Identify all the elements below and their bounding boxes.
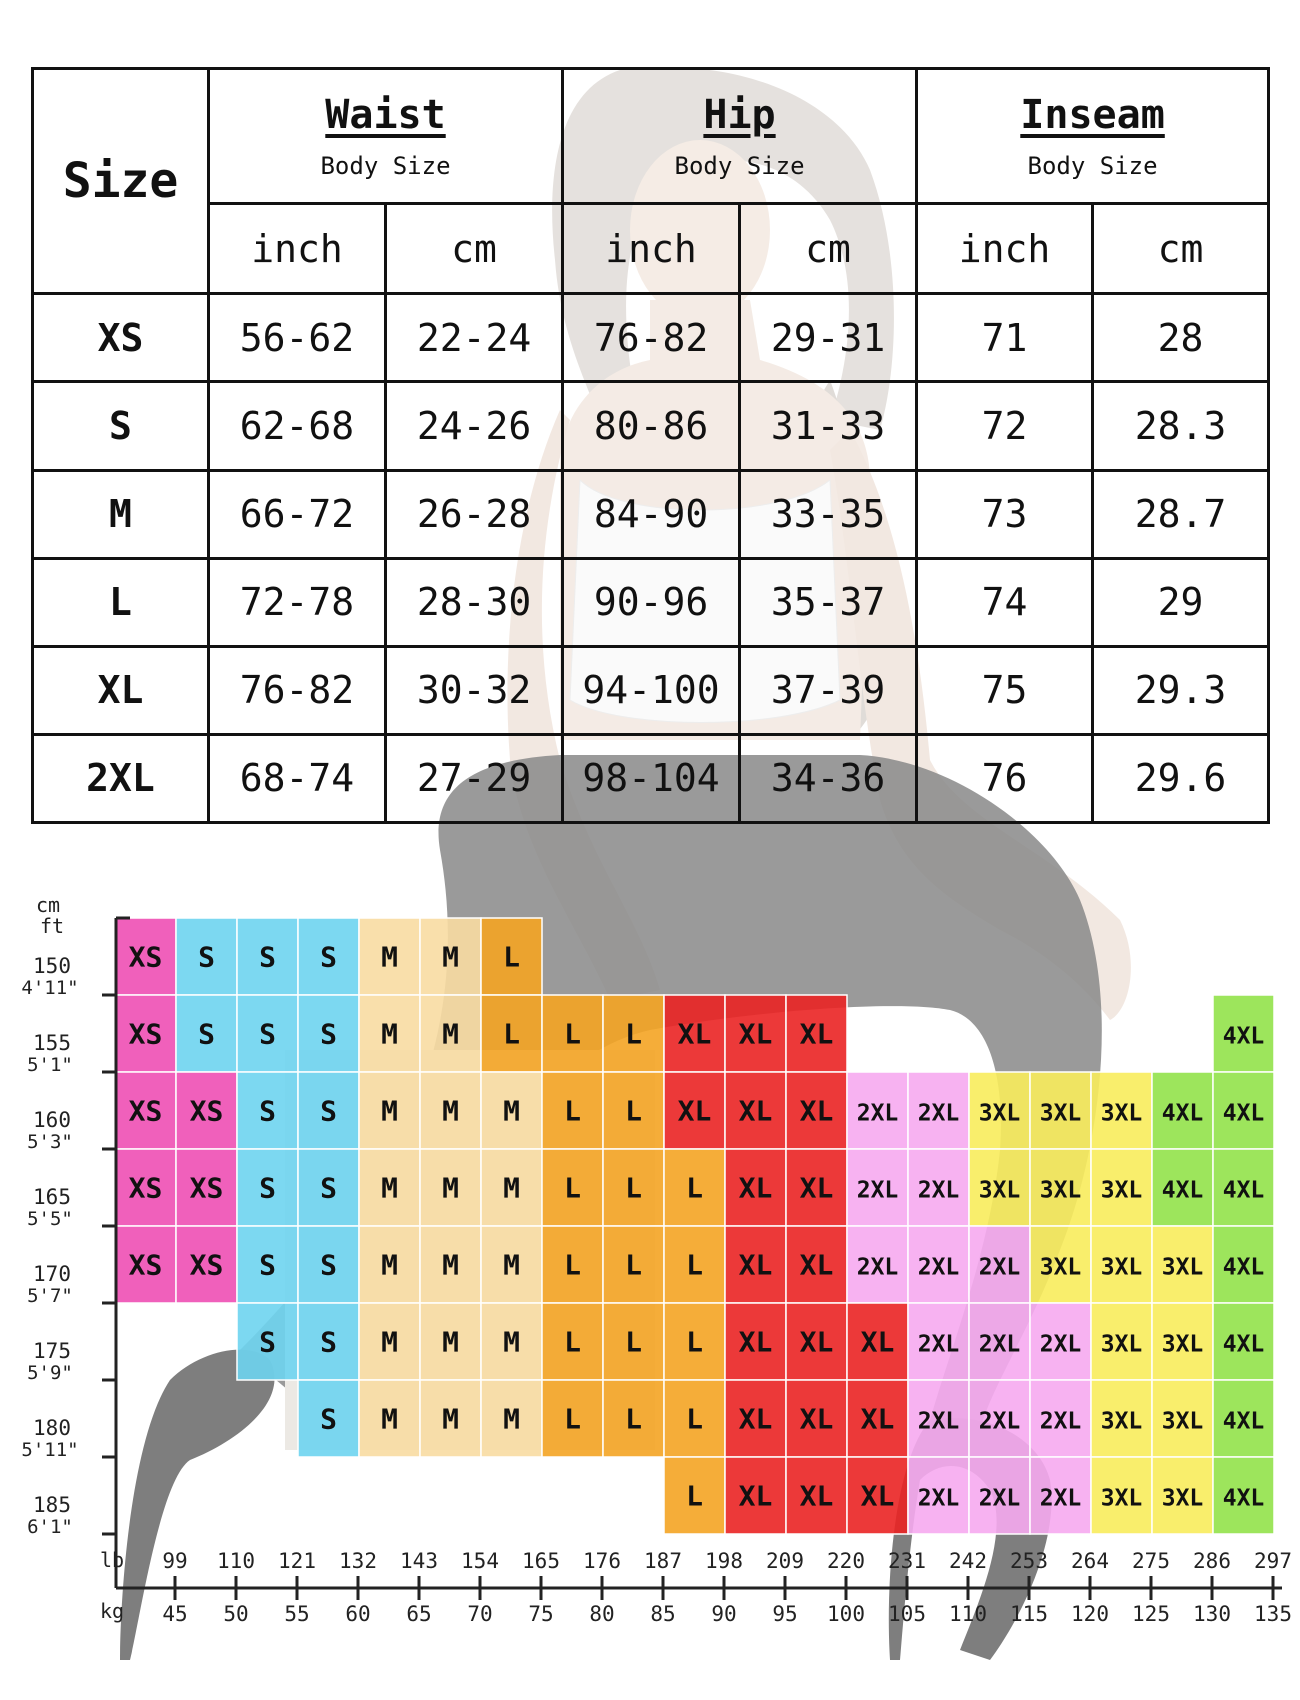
- chart-cell-label: XL: [738, 1094, 773, 1128]
- chart-cell-label: S: [320, 1402, 337, 1436]
- chart-cell-label: XL: [738, 1171, 773, 1205]
- chart-cell-label: M: [381, 1402, 398, 1436]
- chart-cell-label: 3XL: [1161, 1331, 1204, 1358]
- table-cell: 71: [917, 294, 1093, 382]
- chart-cell-label: M: [503, 1248, 520, 1282]
- chart-cell-label: XL: [860, 1479, 895, 1513]
- height-cm-label: 155: [33, 1031, 71, 1055]
- chart-cell-label: M: [442, 1248, 459, 1282]
- y-axis-unit-cm: cm: [35, 893, 61, 917]
- chart-cell-label: S: [320, 1248, 337, 1282]
- chart-cell-label: 3XL: [1161, 1408, 1204, 1435]
- size-label: S: [33, 382, 209, 470]
- size-column-header: Size: [33, 69, 209, 294]
- chart-cell-label: XS: [189, 1094, 224, 1128]
- chart-cell-label: 3XL: [1100, 1254, 1143, 1281]
- chart-cell-label: S: [259, 1171, 276, 1205]
- table-cell: 29: [1093, 558, 1269, 646]
- table-cell: 31-33: [740, 382, 917, 470]
- chart-cell-label: L: [625, 1248, 642, 1282]
- table-cell: 76-82: [563, 294, 740, 382]
- weight-lb-label: 286: [1193, 1549, 1231, 1573]
- chart-cell-label: L: [686, 1248, 703, 1282]
- chart-cell-label: 3XL: [1100, 1331, 1143, 1358]
- chart-cell-label: L: [625, 1094, 642, 1128]
- chart-cell-label: 2XL: [1039, 1485, 1082, 1512]
- chart-cell-label: XL: [738, 1479, 773, 1513]
- chart-cell-label: M: [442, 1171, 459, 1205]
- chart-cell-label: XL: [860, 1402, 895, 1436]
- chart-cell-label: S: [320, 1017, 337, 1051]
- inseam-cm-header: cm: [1093, 204, 1269, 294]
- height-ft-label: 5'1": [27, 1054, 73, 1076]
- chart-cell-label: XS: [128, 1017, 163, 1051]
- chart-cell-label: L: [686, 1479, 703, 1513]
- table-cell: 76-82: [209, 646, 386, 734]
- chart-cell-label: 2XL: [917, 1485, 960, 1512]
- weight-lb-label: 275: [1132, 1549, 1170, 1573]
- chart-cell-label: L: [503, 1017, 520, 1051]
- chart-cell-label: L: [625, 1017, 642, 1051]
- weight-kg-label: 50: [223, 1602, 249, 1626]
- chart-cell-label: L: [686, 1325, 703, 1359]
- weight-lb-label: 253: [1010, 1549, 1048, 1573]
- chart-cell-label: M: [381, 940, 398, 974]
- chart-cell-label: 2XL: [917, 1331, 960, 1358]
- chart-cell-label: XL: [738, 1248, 773, 1282]
- chart-cell-label: M: [442, 1325, 459, 1359]
- chart-cell-label: S: [259, 940, 276, 974]
- chart-cell-label: 4XL: [1222, 1254, 1265, 1281]
- waist-inch-header: inch: [209, 204, 386, 294]
- x-axis-unit-kg: kg: [99, 1599, 125, 1623]
- table-cell: 22-24: [386, 294, 563, 382]
- chart-cell-label: XL: [860, 1325, 895, 1359]
- chart-cell-label: M: [503, 1171, 520, 1205]
- chart-cell-label: XL: [799, 1094, 834, 1128]
- table-cell: 28-30: [386, 558, 563, 646]
- chart-cell-label: 2XL: [917, 1254, 960, 1281]
- weight-lb-label: 110: [217, 1549, 255, 1573]
- chart-cell-label: L: [686, 1171, 703, 1205]
- chart-cell-label: S: [320, 1094, 337, 1128]
- height-cm-label: 185: [33, 1493, 71, 1517]
- chart-cell-label: S: [259, 1094, 276, 1128]
- chart-cell-label: 4XL: [1161, 1100, 1204, 1127]
- height-ft-label: 5'11": [21, 1439, 79, 1461]
- table-cell: 28.3: [1093, 382, 1269, 470]
- x-axis-unit-lb: lb: [99, 1548, 125, 1572]
- weight-lb-label: 198: [705, 1549, 743, 1573]
- table-cell: 37-39: [740, 646, 917, 734]
- chart-cell-label: 2XL: [856, 1254, 899, 1281]
- size-label: L: [33, 558, 209, 646]
- weight-lb-label: 99: [162, 1549, 188, 1573]
- chart-cell-label: 4XL: [1222, 1100, 1265, 1127]
- table-cell: 33-35: [740, 470, 917, 558]
- chart-cell-label: 4XL: [1222, 1485, 1265, 1512]
- waist-cm-header: cm: [386, 204, 563, 294]
- weight-kg-label: 60: [345, 1602, 371, 1626]
- weight-kg-label: 90: [711, 1602, 737, 1626]
- weight-kg-label: 115: [1010, 1602, 1048, 1626]
- chart-cell-label: 3XL: [1039, 1100, 1082, 1127]
- chart-cell-label: 2XL: [978, 1485, 1021, 1512]
- weight-kg-label: 105: [888, 1602, 926, 1626]
- chart-cell-label: M: [381, 1248, 398, 1282]
- height-cm-label: 150: [33, 954, 71, 978]
- chart-cell-label: L: [625, 1171, 642, 1205]
- chart-cell-label: XS: [128, 1094, 163, 1128]
- inseam-inch-header: inch: [917, 204, 1093, 294]
- chart-cell-label: XL: [738, 1017, 773, 1051]
- table-cell: 30-32: [386, 646, 563, 734]
- size-label: XL: [33, 646, 209, 734]
- chart-cell-label: XL: [799, 1017, 834, 1051]
- chart-cell-label: XL: [799, 1325, 834, 1359]
- chart-cell-label: XS: [128, 1171, 163, 1205]
- table-cell: 29.6: [1093, 734, 1269, 822]
- weight-lb-label: 176: [583, 1549, 621, 1573]
- height-cm-label: 170: [33, 1262, 71, 1286]
- chart-cell-label: S: [320, 1325, 337, 1359]
- chart-cell-label: XS: [189, 1248, 224, 1282]
- table-cell: 28.7: [1093, 470, 1269, 558]
- hip-subtitle: Body Size: [674, 152, 805, 181]
- weight-kg-label: 45: [162, 1602, 188, 1626]
- hip-title: Hip: [703, 92, 776, 139]
- chart-cell-label: M: [381, 1094, 398, 1128]
- weight-lb-label: 264: [1071, 1549, 1109, 1573]
- height-ft-label: 6'1": [27, 1516, 73, 1538]
- chart-cell-label: L: [625, 1402, 642, 1436]
- chart-cell-label: 3XL: [1161, 1485, 1204, 1512]
- size-label: M: [33, 470, 209, 558]
- chart-cell-label: L: [686, 1402, 703, 1436]
- chart-cell-label: S: [259, 1248, 276, 1282]
- weight-kg-label: 75: [528, 1602, 554, 1626]
- chart-cell-label: L: [564, 1248, 581, 1282]
- chart-cell-label: XL: [799, 1402, 834, 1436]
- waist-title: Waist: [325, 92, 446, 139]
- weight-kg-label: 95: [772, 1602, 798, 1626]
- table-cell: 26-28: [386, 470, 563, 558]
- chart-cell-label: L: [564, 1094, 581, 1128]
- weight-kg-label: 120: [1071, 1602, 1109, 1626]
- table-cell: 56-62: [209, 294, 386, 382]
- chart-cell-label: 2XL: [978, 1408, 1021, 1435]
- chart-cell-label: XL: [799, 1479, 834, 1513]
- chart-cell-label: 4XL: [1222, 1331, 1265, 1358]
- chart-cell-label: S: [198, 1017, 215, 1051]
- chart-cell-label: XL: [677, 1017, 712, 1051]
- weight-lb-label: 121: [278, 1549, 316, 1573]
- weight-lb-label: 220: [827, 1549, 865, 1573]
- chart-cell-label: XS: [189, 1171, 224, 1205]
- chart-cell-label: S: [259, 1017, 276, 1051]
- weight-kg-label: 110: [949, 1602, 987, 1626]
- chart-cell-label: 2XL: [917, 1177, 960, 1204]
- chart-cell-label: 4XL: [1222, 1408, 1265, 1435]
- weight-lb-label: 132: [339, 1549, 377, 1573]
- chart-cell-label: XL: [799, 1248, 834, 1282]
- chart-cell-label: M: [381, 1171, 398, 1205]
- height-cm-label: 160: [33, 1108, 71, 1132]
- chart-cell-label: 3XL: [1100, 1485, 1143, 1512]
- chart-cell-label: 3XL: [1161, 1254, 1204, 1281]
- table-cell: 29-31: [740, 294, 917, 382]
- weight-kg-label: 85: [650, 1602, 676, 1626]
- table-cell: 34-36: [740, 734, 917, 822]
- chart-cell-label: S: [259, 1325, 276, 1359]
- weight-kg-label: 65: [406, 1602, 432, 1626]
- hip-cm-header: cm: [740, 204, 917, 294]
- chart-cell-label: L: [625, 1325, 642, 1359]
- chart-cell-label: L: [564, 1017, 581, 1051]
- chart-cell-label: L: [564, 1325, 581, 1359]
- weight-lb-label: 165: [522, 1549, 560, 1573]
- table-cell: 98-104: [563, 734, 740, 822]
- chart-cell-label: M: [503, 1402, 520, 1436]
- chart-cell-label: 2XL: [1039, 1408, 1082, 1435]
- table-cell: 84-90: [563, 470, 740, 558]
- size-label: 2XL: [33, 734, 209, 822]
- height-cm-label: 165: [33, 1185, 71, 1209]
- table-cell: 66-72: [209, 470, 386, 558]
- chart-cell-label: XL: [738, 1402, 773, 1436]
- table-cell: 72: [917, 382, 1093, 470]
- table-cell: 35-37: [740, 558, 917, 646]
- chart-cell-label: M: [442, 940, 459, 974]
- chart-cell-label: S: [198, 940, 215, 974]
- table-cell: 80-86: [563, 382, 740, 470]
- chart-cell-label: XL: [738, 1325, 773, 1359]
- weight-lb-label: 242: [949, 1549, 987, 1573]
- chart-cell-label: 3XL: [1039, 1254, 1082, 1281]
- inseam-subtitle: Body Size: [1027, 152, 1158, 181]
- size-label: XS: [33, 294, 209, 382]
- table-cell: 75: [917, 646, 1093, 734]
- height-cm-label: 180: [33, 1416, 71, 1440]
- waist-subtitle: Body Size: [320, 152, 451, 181]
- height-ft-label: 5'9": [27, 1362, 73, 1384]
- height-ft-label: 5'5": [27, 1208, 73, 1230]
- chart-cell-label: XL: [799, 1171, 834, 1205]
- table-cell: 90-96: [563, 558, 740, 646]
- chart-cell-label: 2XL: [978, 1254, 1021, 1281]
- chart-cell-label: 3XL: [1100, 1408, 1143, 1435]
- chart-cell-label: 2XL: [978, 1331, 1021, 1358]
- weight-kg-label: 135: [1254, 1602, 1292, 1626]
- chart-cell-label: M: [442, 1094, 459, 1128]
- weight-lb-label: 154: [461, 1549, 499, 1573]
- weight-lb-label: 297: [1254, 1549, 1292, 1573]
- chart-cell-label: 2XL: [856, 1100, 899, 1127]
- table-cell: 27-29: [386, 734, 563, 822]
- chart-cell-label: L: [564, 1402, 581, 1436]
- chart-cell-label: 2XL: [856, 1177, 899, 1204]
- chart-cell-label: 2XL: [1039, 1331, 1082, 1358]
- chart-cell-label: 3XL: [978, 1177, 1021, 1204]
- chart-cell-label: 2XL: [917, 1408, 960, 1435]
- chart-cell-label: L: [503, 940, 520, 974]
- weight-kg-label: 100: [827, 1602, 865, 1626]
- weight-kg-label: 70: [467, 1602, 493, 1626]
- chart-cell-label: M: [442, 1017, 459, 1051]
- weight-lb-label: 231: [888, 1549, 926, 1573]
- chart-cell-label: 3XL: [978, 1100, 1021, 1127]
- table-cell: 62-68: [209, 382, 386, 470]
- table-cell: 73: [917, 470, 1093, 558]
- chart-cell-label: 4XL: [1222, 1177, 1265, 1204]
- weight-lb-label: 143: [400, 1549, 438, 1573]
- y-axis-unit-ft: ft: [39, 914, 65, 938]
- height-ft-label: 5'3": [27, 1131, 73, 1153]
- chart-cell-label: 3XL: [1100, 1177, 1143, 1204]
- chart-cell-label: 2XL: [917, 1100, 960, 1127]
- chart-cell-label: M: [503, 1094, 520, 1128]
- chart-cell-label: L: [564, 1171, 581, 1205]
- table-cell: 29.3: [1093, 646, 1269, 734]
- table-cell: 94-100: [563, 646, 740, 734]
- table-cell: 28: [1093, 294, 1269, 382]
- height-ft-label: 4'11": [21, 977, 79, 999]
- chart-cell-label: XL: [677, 1094, 712, 1128]
- weight-lb-label: 187: [644, 1549, 682, 1573]
- table-cell: 24-26: [386, 382, 563, 470]
- chart-cell-label: 3XL: [1039, 1177, 1082, 1204]
- chart-cell-label: 4XL: [1161, 1177, 1204, 1204]
- inseam-title: Inseam: [1020, 92, 1165, 139]
- chart-cell-label: M: [442, 1402, 459, 1436]
- chart-cell-label: S: [320, 940, 337, 974]
- chart-cell-label: M: [503, 1325, 520, 1359]
- height-ft-label: 5'7": [27, 1285, 73, 1307]
- chart-cell-label: 4XL: [1222, 1023, 1265, 1050]
- height-cm-label: 175: [33, 1339, 71, 1363]
- weight-kg-label: 130: [1193, 1602, 1231, 1626]
- table-cell: 74: [917, 558, 1093, 646]
- table-cell: 68-74: [209, 734, 386, 822]
- chart-cell-label: XS: [128, 1248, 163, 1282]
- chart-cell-label: XS: [128, 940, 163, 974]
- table-cell: 72-78: [209, 558, 386, 646]
- hip-inch-header: inch: [563, 204, 740, 294]
- weight-lb-label: 209: [766, 1549, 804, 1573]
- chart-cell-label: M: [381, 1017, 398, 1051]
- weight-kg-label: 55: [284, 1602, 310, 1626]
- chart-cell-label: M: [381, 1325, 398, 1359]
- chart-cell-label: S: [320, 1171, 337, 1205]
- table-cell: 76: [917, 734, 1093, 822]
- weight-kg-label: 80: [589, 1602, 615, 1626]
- weight-kg-label: 125: [1132, 1602, 1170, 1626]
- chart-cell-label: 3XL: [1100, 1100, 1143, 1127]
- chart-cells: [115, 918, 1274, 1534]
